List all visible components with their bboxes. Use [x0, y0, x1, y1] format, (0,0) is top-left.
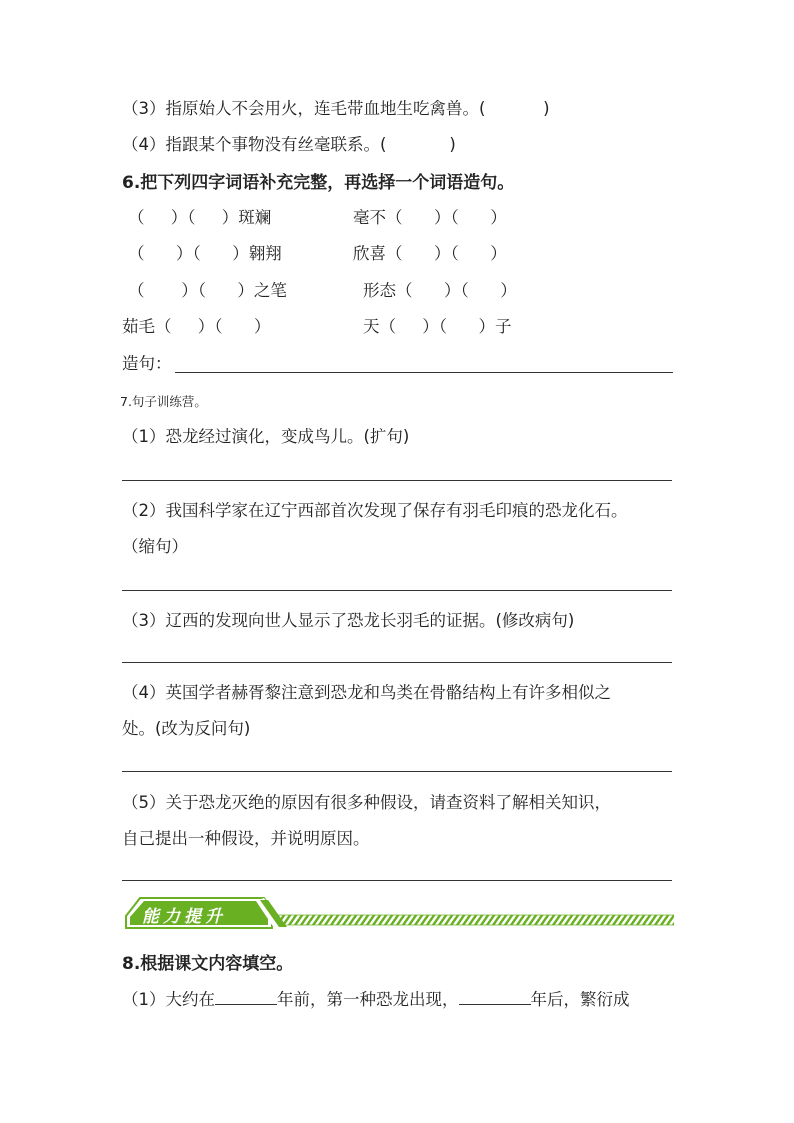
q7-answer-line-3[interactable] [122, 662, 672, 663]
banner-stripe-bar [272, 915, 674, 925]
q7-answer-line-2[interactable] [122, 590, 672, 591]
q7-item-2-line1: （2）我国科学家在辽宁西部首次发现了保存有羽毛印痕的恐龙化石。 [122, 501, 628, 520]
q7-answer-line-1[interactable] [122, 480, 672, 481]
q8-title: 8.根据课文内容填空。 [122, 954, 294, 974]
q6-idiom-2: 毫不（ ）（ ） [353, 208, 507, 227]
q6-idiom-1: （ ）（ ）斑斓 [128, 208, 272, 227]
q7-item-2-line2: （缩句） [122, 537, 188, 556]
q8-line-1 [122, 988, 630, 1011]
q6-idiom-4: 欣喜（ ）（ ） [353, 244, 507, 263]
q7-item-3: （3）辽西的发现向世人显示了恐龙长羽毛的证据。(修改病句) [122, 611, 575, 630]
q7-item-4-line2: 处。(改为反问句) [122, 719, 251, 738]
q7-item-1: （1）恐龙经过演化，变成鸟儿。(扩句) [122, 427, 410, 446]
q8-text-c: 年后，繁衍成 [530, 990, 630, 1009]
q7-answer-line-4[interactable] [122, 771, 672, 772]
q6-idiom-5: （ ）（ ）之笔 [128, 281, 287, 300]
q6-title: 6.把下列四字词语补充完整，再选择一个词语造句。 [122, 173, 515, 193]
q7-item-5-line2: 自己提出一种假设，并说明原因。 [122, 829, 370, 848]
q6-idiom-6: 形态（ ）（ ） [363, 281, 517, 300]
q7-answer-line-5[interactable] [122, 880, 672, 881]
q7-title: 7.句子训练营。 [120, 394, 207, 409]
q8-blank-1[interactable] [215, 988, 277, 1005]
q8-text-b: 年前，第一种恐龙出现， [277, 990, 459, 1009]
section-banner [122, 896, 674, 930]
q8-blank-2[interactable] [459, 988, 531, 1005]
q6-idiom-7: 茹毛（ ）（ ） [122, 317, 271, 336]
q7-item-5-line1: （5）关于恐龙灭绝的原因有很多种假设，请查资料了解相关知识， [122, 793, 611, 812]
q5-item-3: （3）指原始人不会用火，连毛带血地生吃禽兽。( ) [122, 99, 550, 118]
q7-item-4-line1: （4）英国学者赫胥黎注意到恐龙和鸟类在骨骼结构上有许多相似之 [122, 683, 611, 702]
q8-text-a: （1）大约在 [122, 990, 215, 1009]
q6-idiom-8: 天（ ）（ ）子 [363, 317, 512, 336]
q6-sentence-label: 造句： [122, 354, 172, 373]
q5-item-4: （4）指跟某个事物没有丝毫联系。( ) [122, 135, 456, 154]
q6-sentence-line[interactable] [175, 372, 673, 373]
banner-label: 能力提升 [142, 907, 226, 927]
q6-idiom-3: （ ）（ ）翱翔 [128, 244, 282, 263]
